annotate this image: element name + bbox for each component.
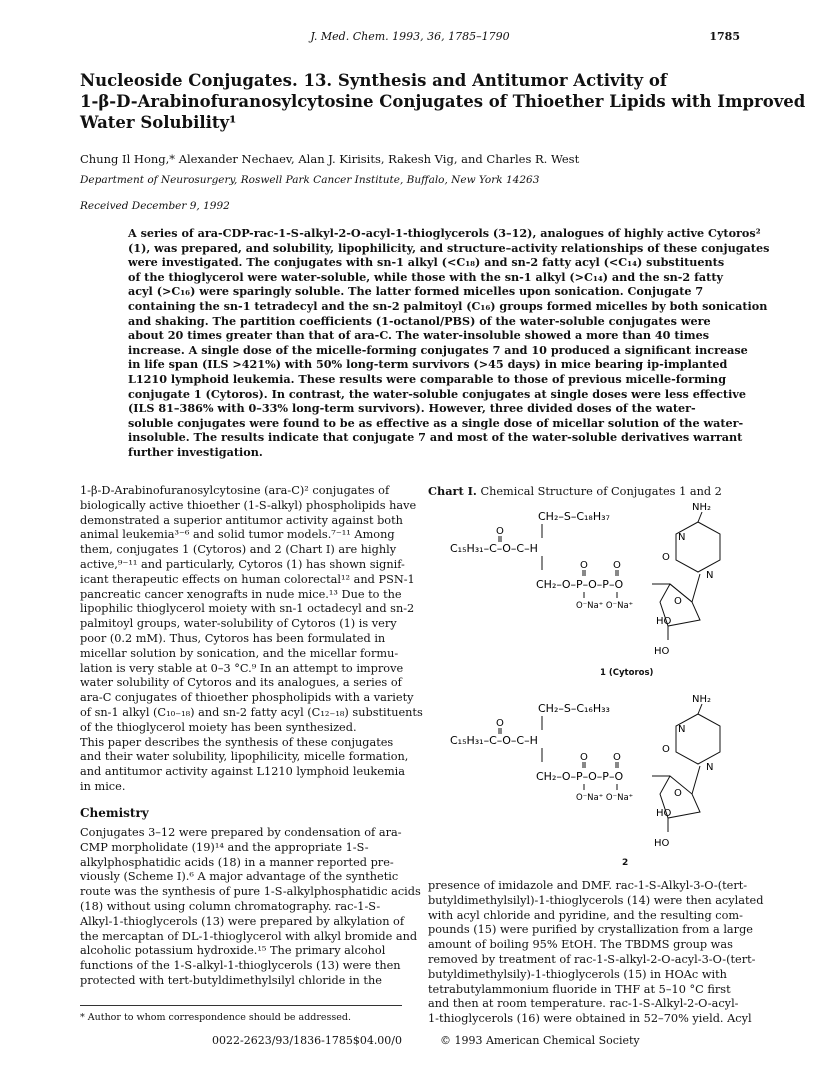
abstract-line: containing the sn-1 tetradecyl and the sn-2 palmitoyl (C₁₆) groups formed micelles by both sonication xyxy=(128,298,768,313)
text-line: active,⁹⁻¹¹ and particularly, Cytoros (1) has shown signif- xyxy=(80,557,405,571)
abstract-line: insoluble. The results indicate that conjugate 7 and most of the water-soluble derivatives warrant xyxy=(128,430,743,445)
phosphate-chain: CH₂–O–P–O–P–O xyxy=(536,578,624,591)
sodium-counterions: O⁻Na⁺ O⁻Na⁺ xyxy=(576,793,634,803)
text-line: them, conjugates 1 (Cytoros) and 2 (Chart I) are highly xyxy=(80,543,397,557)
pyrimidine-n: N xyxy=(678,532,686,543)
hydroxyl-2: HO xyxy=(656,616,672,627)
text-line: tetrabutylammonium fluoride in THF at 5–10 °C first xyxy=(428,982,731,996)
text-line: CMP morpholidate (19)¹⁴ and the appropriate 1-S- xyxy=(80,840,369,854)
text-line: 1-β-D-Arabinofuranosylcytosine (ara-C)² conjugates of xyxy=(80,484,390,497)
section-heading-chemistry: Chemistry xyxy=(80,806,149,820)
text-line: route was the synthesis of pure 1-S-alkylphosphatidic acids xyxy=(80,885,421,899)
text-line: micellar solution by sonication, and the micellar formu- xyxy=(80,646,399,660)
pyrimidine-oxygen: O xyxy=(662,744,670,755)
text-line: demonstrated a superior antitumor activity against both xyxy=(80,513,403,527)
publication-code: 0022-2623/93/1836-1785$04.00/0 xyxy=(212,1034,403,1047)
ring-oxygen: O xyxy=(674,596,682,607)
chart-title-label: Chart I. xyxy=(428,484,477,498)
abstract-line: increase. A single dose of the micelle-forming conjugates 7 and 10 produced a significant increase xyxy=(128,342,748,357)
text-line: protected with tert-butyldimethylsilyl chloride in the xyxy=(80,973,382,987)
sodium-counterions: O⁻Na⁺ O⁻Na⁺ xyxy=(576,601,634,611)
text-line: butyldimethylsily)-1-thioglycerols (15) in HOAc with xyxy=(428,967,727,981)
title-line: 1-β-D-Arabinofuranosylcytosine Conjugates of Thioether Lipids with Improved xyxy=(80,92,806,111)
text-line: presence of imidazole and DMF. rac-1-S-Alkyl-3-O-(tert- xyxy=(428,879,748,892)
hydroxyl-2: HO xyxy=(656,808,672,819)
affiliation: Department of Neurosurgery, Roswell Park Cancer Institute, Buffalo, New York 14263 xyxy=(80,174,540,186)
right-column-text xyxy=(428,879,764,1027)
text-line: viously (Scheme I).⁶ A major advantage of the synthetic xyxy=(80,870,399,884)
abstract-line: L1210 lymphoid leukemia. These results were comparable to those of previous micelle-forming xyxy=(128,371,727,386)
text-line: animal leukemia³⁻⁶ and solid tumor models.⁷⁻¹¹ Among xyxy=(80,528,395,542)
abstract-line: about 20 times greater than that of ara-C. The water-insoluble showed a more than 40 times xyxy=(128,328,710,343)
text-line: Conjugates 3–12 were prepared by condensation of ara- xyxy=(80,826,402,839)
phosphate-oxygen: O xyxy=(613,752,621,763)
page-number: 1785 xyxy=(709,30,740,43)
text-line: water solubility of Cytoros and its analogues, a series of xyxy=(80,676,402,690)
acyl-group: C₁₅H₃₁–C–O–C–H xyxy=(450,542,538,555)
structure-2-label: 2 xyxy=(622,858,629,868)
thioether-chain-2: CH₂–S–C₁₆H₃₃ xyxy=(538,702,610,715)
hydroxyl-3: HO xyxy=(654,838,670,849)
text-line: and antitumor activity against L1210 lymphoid leukemia xyxy=(80,765,406,779)
text-line: lation is very stable at 0–3 °C.⁹ In an attempt to improve xyxy=(80,661,404,675)
pyrimidine-n: N xyxy=(706,570,714,581)
text-line: pounds (15) were purified by crystallization from a large xyxy=(428,923,753,937)
text-line: in mice. xyxy=(80,779,126,793)
structure-2-diagram xyxy=(430,690,760,858)
pyrimidine-n: N xyxy=(706,762,714,773)
text-line: alkylphosphatidic acids (18) in a manner reported pre- xyxy=(80,855,394,869)
text-line: and then at room temperature. rac-1-S-Alkyl-2-O-acyl- xyxy=(428,997,739,1011)
abstract-line: further investigation. xyxy=(128,444,263,459)
text-line: the mercaptan of DL-1-thioglycerol with alkyl bromide and xyxy=(80,929,418,943)
received-date: Received December 9, 1992 xyxy=(80,200,230,212)
abstract xyxy=(128,226,770,460)
abstract-line: A series of ara-CDP-rac-1-S-alkyl-2-O-acyl-1-thioglycerols (3–12), analogues of highly active Cytoros² xyxy=(128,226,761,240)
abstract-line: conjugate 1 (Cytoros). In contrast, the water-soluble conjugates at single doses were less effective xyxy=(128,386,746,401)
title-line: Water Solubility¹ xyxy=(80,113,237,132)
chart-title-text: Chemical Structure of Conjugates 1 and 2 xyxy=(476,485,722,498)
hydroxyl-3: HO xyxy=(654,646,670,657)
phosphate-oxygen: O xyxy=(613,560,621,571)
text-line: Alkyl-1-thioglycerols (13) were prepared by alkylation of xyxy=(80,914,405,928)
text-line: (18) without using column chromatography. rac-1-S- xyxy=(80,899,381,913)
text-line: removed by treatment of rac-1-S-alkyl-2-O-acyl-3-O-(tert- xyxy=(428,952,756,966)
text-line: butyldimethylsilyl)-1-thioglycerols (14) were then acylated xyxy=(428,893,764,907)
structure-1-diagram xyxy=(430,498,760,666)
abstract-line: and shaking. The partition coefficients (1-octanol/PBS) of the water-soluble conjugates were xyxy=(128,313,711,328)
footnote-rule xyxy=(80,1005,402,1006)
structure-1-label: 1 (Cytoros) xyxy=(600,668,654,678)
chemistry-text xyxy=(80,826,421,989)
authors: Chung Il Hong,* Alexander Nechaev, Alan J. Kirisits, Rakesh Vig, and Charles R. West xyxy=(80,152,580,166)
text-line: functions of the 1-S-alkyl-1-thioglycerols (13) were then xyxy=(80,959,401,973)
phosphate-oxygen: O xyxy=(580,560,588,571)
phosphate-oxygen: O xyxy=(580,752,588,763)
thioether-chain-1: CH₂–S–C₁₈H₃₇ xyxy=(538,510,610,523)
text-line: icant therapeutic effects on human colorectal¹² and PSN-1 xyxy=(80,572,415,586)
journal-header: J. Med. Chem. 1993, 36, 1785–1790 xyxy=(310,30,510,43)
footnote: * Author to whom correspondence should be addressed. xyxy=(80,1012,352,1023)
abstract-line: were investigated. The conjugates with sn-1 alkyl (<C₁₈) and sn-2 fatty acyl (<C₁₄) substituents xyxy=(128,255,725,270)
text-line: amount of boiling 95% EtOH. The TBDMS group was xyxy=(428,938,733,952)
text-line: alcoholic potassium hydroxide.¹⁵ The primary alcohol xyxy=(80,944,386,958)
text-line: This paper describes the synthesis of these conjugates xyxy=(80,735,394,749)
abstract-line: (ILS 81–386% with 0–33% long-term survivors). However, three divided doses of the water- xyxy=(128,401,696,416)
acyl-group: C₁₅H₃₁–C–O–C–H xyxy=(450,734,538,747)
intro-text xyxy=(80,484,423,795)
amine-group: NH₂ xyxy=(692,502,712,513)
amine-group: NH₂ xyxy=(692,694,712,705)
phosphate-chain: CH₂–O–P–O–P–O xyxy=(536,770,624,783)
abstract-line: (1), was prepared, and solubility, lipophilicity, and structure–activity relationships of these conjugates xyxy=(128,240,770,255)
text-line: palmitoyl groups, water-solubility of Cytoros (1) is very xyxy=(80,617,397,631)
text-line: lipophilic thioglycerol moiety with sn-1 octadecyl and sn-2 xyxy=(80,602,415,616)
abstract-line: acyl (>C₁₆) were sparingly soluble. The latter formed micelles upon sonication. Conjugate 7 xyxy=(128,284,704,299)
text-line: ara-C conjugates of thioether phospholipids with a variety xyxy=(80,691,414,705)
abstract-line: of the thioglycerol were water-soluble, while those with the sn-1 alkyl (>C₁₄) and the sn-2 fatty xyxy=(128,269,724,284)
copyright: © 1993 American Chemical Society xyxy=(440,1034,640,1047)
text-line: with acyl chloride and pyridine, and the resulting com- xyxy=(428,908,743,922)
abstract-line: in life span (ILS >421%) with 50% long-term survivors (>45 days) in mice bearing ip-implanted xyxy=(128,357,728,372)
text-line: poor (0.2 mM). Thus, Cytoros has been formulated in xyxy=(80,631,386,645)
text-line: of the thioglycerol moiety has been synthesized. xyxy=(80,720,357,734)
carbonyl-oxygen: O xyxy=(496,526,504,537)
text-line: and their water solubility, lipophilicity, micelle formation, xyxy=(80,750,409,764)
text-line: of sn-1 alkyl (C₁₀₋₁₈) and sn-2 fatty acyl (C₁₂₋₁₈) substituents xyxy=(80,705,423,719)
pyrimidine-n: N xyxy=(678,724,686,735)
title-line: Nucleoside Conjugates. 13. Synthesis and Antitumor Activity of xyxy=(80,71,667,90)
article-title xyxy=(80,70,806,133)
text-line: pancreatic cancer xenografts in nude mice.¹³ Due to the xyxy=(80,587,402,601)
chart-title xyxy=(428,484,722,498)
ring-oxygen: O xyxy=(674,788,682,799)
text-line: 1-thioglycerols (16) were obtained in 52–70% yield. Acyl xyxy=(428,1012,752,1026)
text-line: biologically active thioether (1-S-alkyl) phospholipids have xyxy=(80,498,417,512)
pyrimidine-oxygen: O xyxy=(662,552,670,563)
carbonyl-oxygen: O xyxy=(496,718,504,729)
abstract-line: soluble conjugates were found to be as effective as a single dose of micellar solution of the water- xyxy=(128,415,744,430)
